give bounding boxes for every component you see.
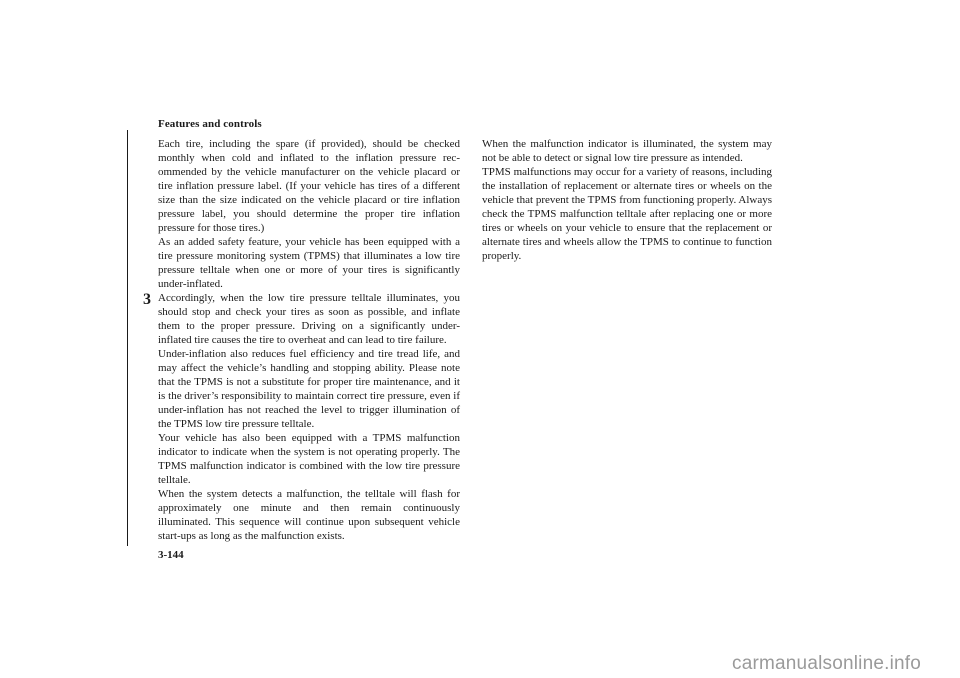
paragraph: Your vehicle has also been equipped with a TPMS malfunction indicator to indicate when the system is not operating properly. The TPMS malfunction indicator is combined with the low tire pressure telltale. bbox=[158, 432, 460, 486]
paragraph: When the malfunction indicator is illuminated, the system may not be able to detect or signal low tire pressure as intended. bbox=[482, 138, 772, 164]
paragraph: Each tire, including the spare (if provided), should be checked monthly when cold and inflated to the inflation pressure recommended by the vehicle manufacturer on the vehicle placard or tire inflation pressure label. (If your vehicle has tires of a different size than the size indicated on the vehicle placard or tire inflation pressure label, you should determine the proper tire inflation pressure for those tires.) bbox=[158, 138, 460, 234]
chapter-tab-divider bbox=[127, 130, 148, 546]
paragraph: Under-inflation also reduces fuel efficiency and tire tread life, and may affect the vehicle’s handling and stopping ability. Please note that the TPMS is not a substitute for proper tire maintenance, and it is the driver’s responsibility to maintain correct tire pressure, even if under-inflation has not reached the level to trigger illumination of the TPMS low tire pressure telltale. bbox=[158, 348, 460, 430]
paragraph: Accordingly, when the low tire pressure telltale illuminates, you should stop and check your tires as soon as possible, and inflate them to the proper pressure. Driving on a significantly under-inflated tire causes the tire to overheat and can lead to tire failure. bbox=[158, 292, 460, 346]
page-number: 3-144 bbox=[158, 549, 184, 561]
watermark: carmanualsonline.info bbox=[732, 653, 922, 674]
chapter-number: 3 bbox=[143, 291, 151, 308]
right-text-column bbox=[482, 137, 772, 263]
paragraph: TPMS malfunctions may occur for a variety of reasons, including the installation of replacement or alternate tires or wheels on the vehicle that prevent the TPMS from functioning properly. Always check the TPMS malfunction telltale after replacing one or more tires or wheels on your vehicle to ensure that the replacement or alternate tires and wheels allow the TPMS to continue to function properly. bbox=[482, 166, 772, 262]
left-text-column bbox=[158, 137, 460, 543]
section-title: Features and controls bbox=[158, 118, 262, 130]
paragraph: When the system detects a malfunction, the telltale will flash for approximately one minute and then remain continuously illuminated. This sequence will continue upon subsequent vehicle start-ups as long as the malfunction exists. bbox=[158, 488, 460, 542]
paragraph: As an added safety feature, your vehicle has been equipped with a tire pressure monitoring system (TPMS) that illuminates a low tire pressure telltale when one or more of your tires is significantly under-inflated. bbox=[158, 236, 460, 290]
